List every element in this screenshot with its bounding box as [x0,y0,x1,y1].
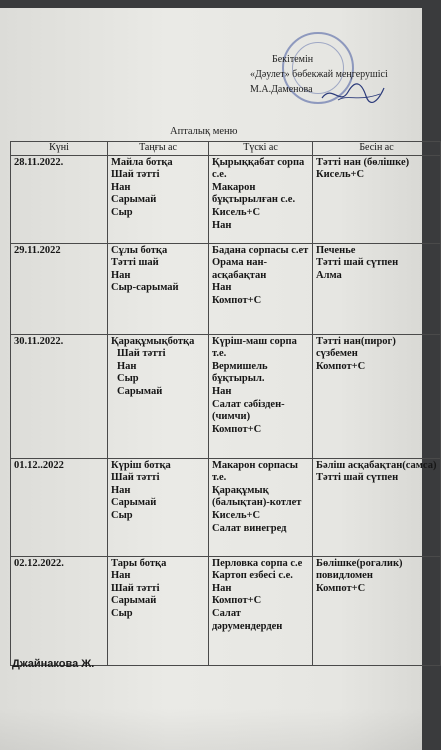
menu-item: Нан [212,385,232,397]
table-row [11,155,441,243]
paper-shadow [0,708,422,750]
menu-item: Тәтті нан(пирог) сүзбемен [316,335,396,360]
menu-item: Компот+С [212,423,262,435]
menu-item: Тәтті шай [111,257,159,269]
menu-item: Кисель+С [316,169,365,181]
approval-heading: Бекітемін [272,54,314,65]
signer-name: Джайнакова Ж. [12,658,95,670]
menu-item: Қырыққабат сорпа с.е. [212,156,305,181]
header-snack: Бесін ас [313,142,441,156]
menu-item: Майла ботқа [111,156,173,168]
menu-item: Нан [111,181,131,193]
document-sheet [0,8,437,750]
snack-cell [313,155,441,243]
header-breakfast: Таңғы ас [108,142,209,156]
menu-item: Күріш ботқа [111,459,171,471]
lunch-cell [209,243,313,334]
menu-item: Қарақұмықботқа [111,335,195,347]
breakfast-cell [108,334,209,458]
table-row [11,243,441,334]
menu-item: Сыр [111,509,133,521]
menu-item: Кисель+С [212,206,261,218]
menu-item: Қарақұмық (балықтан)-котлет [212,484,302,509]
snack-cell [313,458,441,556]
menu-item: Компот+С [316,360,366,372]
menu-item: Сарымай [111,194,157,206]
menu-item: Шай тәтті [111,169,160,181]
menu-item: Сұлы ботқа [111,244,168,256]
menu-date: 01.12..2022 [11,458,108,556]
menu-item: Сарымай [111,497,157,509]
menu-item: Макарон сорпасы т.е. [212,459,298,484]
menu-item: Компот+С [316,582,366,594]
menu-item: Перловка сорпа с.е [212,557,303,569]
menu-item: Нан [117,360,137,372]
menu-item: Сыр-сарымай [111,282,179,294]
menu-item: Нан [111,570,131,582]
menu-item: Тәтті шай сүтпен [316,257,399,269]
lunch-cell [209,556,313,665]
menu-item: Кисель+С [212,509,261,521]
lunch-cell [209,155,313,243]
menu-item: Тәтті шай сүтпен [316,472,399,484]
menu-date: 30.11.2022. [11,334,108,458]
snack-cell [313,334,441,458]
menu-item: Алма [316,269,342,281]
menu-item: Бөлішке(рогалик) повидломен [316,557,403,582]
table-header-row [11,142,441,156]
menu-item: Салат дәрумендерден [212,607,283,632]
menu-item: Шай тәтті [111,582,160,594]
menu-item: Бадана сорпасы с.ет [212,244,309,256]
snack-cell [313,556,441,665]
breakfast-cell [108,556,209,665]
table-row [11,334,441,458]
page-title: Апталық меню [170,126,238,137]
table-row [11,556,441,665]
menu-item: Сыр [111,206,133,218]
header-lunch: Түскі ас [209,142,313,156]
menu-item: Орама нан-асқабақтан [212,257,268,281]
menu-item: Макарон бұқтырылған с.е. [212,181,296,206]
breakfast-cell [108,243,209,334]
menu-item: Компот+С [212,595,262,607]
menu-item: Бәліш асқабақтан(самса) [316,459,437,471]
header-day: Күні [11,142,108,156]
menu-item: Салат винегред [212,522,287,534]
menu-item: Нан [212,219,232,231]
menu-item: Сарымай [111,595,157,607]
signature-mark [318,80,388,108]
approval-position: «Дәулет» бөбекжай меңгерушісі [250,69,388,80]
lunch-cell [209,458,313,556]
snack-cell [313,243,441,334]
menu-item: Шай тәтті [117,348,166,360]
menu-item: Сыр [111,607,133,619]
menu-item: Печенье [316,244,356,256]
menu-date: 29.11.2022 [11,243,108,334]
table-row [11,458,441,556]
menu-date: 02.12.2022. [11,556,108,665]
breakfast-cell [108,155,209,243]
menu-item: Нан [212,282,232,294]
weekly-menu-table [10,141,441,666]
menu-item: Шай тәтті [111,472,160,484]
menu-item: Картоп езбесі с.е. [212,570,293,582]
menu-item: Күріш-маш сорпа т.е. [212,335,297,360]
menu-item: Салат сәбізден-(чимчи) [212,398,285,423]
menu-item: Нан [111,269,131,281]
menu-item: Нан [212,582,232,594]
menu-item: Сыр [117,373,139,385]
breakfast-cell [108,458,209,556]
menu-date: 28.11.2022. [11,155,108,243]
menu-item: Нан [111,484,131,496]
approval-name: М.А.Даменова [250,84,313,95]
menu-item: Тары ботқа [111,557,167,569]
menu-item: Тәтті нан (бөлішке) [316,156,410,168]
menu-item: Компот+С [212,294,262,306]
menu-item: Сарымай [117,385,163,397]
lunch-cell [209,334,313,458]
menu-item: Вермишель бұқтырыл. [212,360,268,385]
